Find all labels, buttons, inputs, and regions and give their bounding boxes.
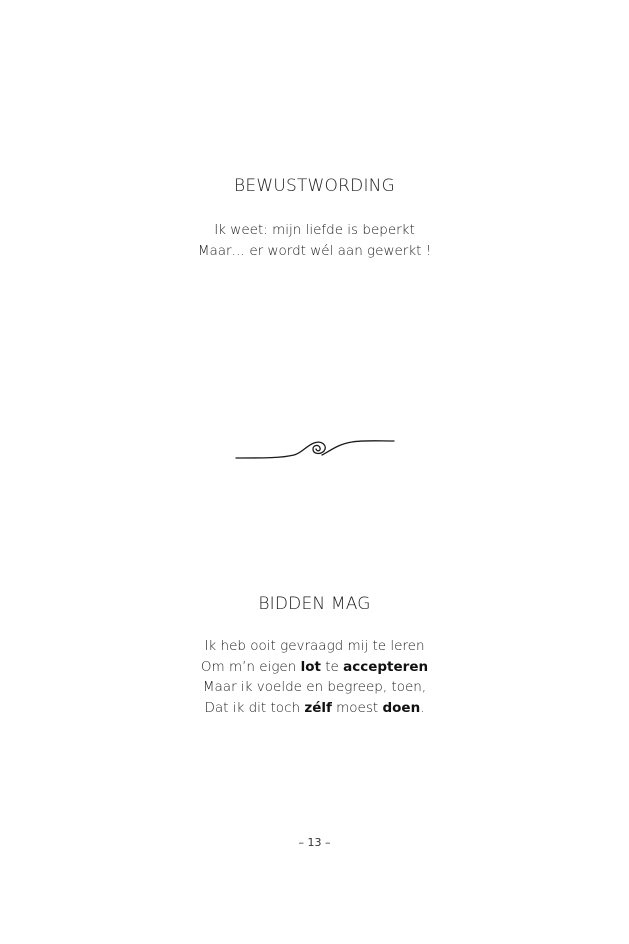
emphasis-lot: lot <box>300 658 321 675</box>
poem-title: BEWUSTWORDING <box>234 176 395 196</box>
poem-bewustwording <box>0 174 629 261</box>
poem-line-text: . <box>420 699 425 716</box>
poem-line-text: moest <box>331 699 383 716</box>
poem-line-text: Ik heb ooit gevraagd mij te leren <box>204 638 425 654</box>
poem-line-text: Dat ik dit toch <box>204 699 305 716</box>
emphasis-zelf: zélf <box>304 699 332 716</box>
poem-body <box>0 636 629 718</box>
poem-line-text: Om m’n eigen <box>200 658 301 675</box>
swirl-divider-icon <box>234 432 396 464</box>
poem-bidden-mag <box>0 592 629 718</box>
emphasis-doen: doen <box>382 699 421 716</box>
poem-line <box>0 657 629 678</box>
poem-title: BIDDEN MAG <box>258 594 371 614</box>
poem-line <box>0 220 629 241</box>
poem-line-text: Maar… er wordt wél aan gewerkt ! <box>197 242 432 259</box>
poem-body <box>0 220 629 261</box>
poem-line <box>0 636 629 657</box>
poem-line <box>0 698 629 719</box>
poem-line-text: Maar ik voelde en begreep, toen, <box>202 679 427 695</box>
poem-line <box>0 677 629 698</box>
poem-line-text: te <box>320 658 344 675</box>
page-number: – 13 – <box>298 836 331 849</box>
poem-line <box>0 241 629 262</box>
emphasis-accepteren: accepteren <box>343 658 429 675</box>
poem-line-text: Ik weet: mijn liefde is beperkt <box>214 222 415 238</box>
